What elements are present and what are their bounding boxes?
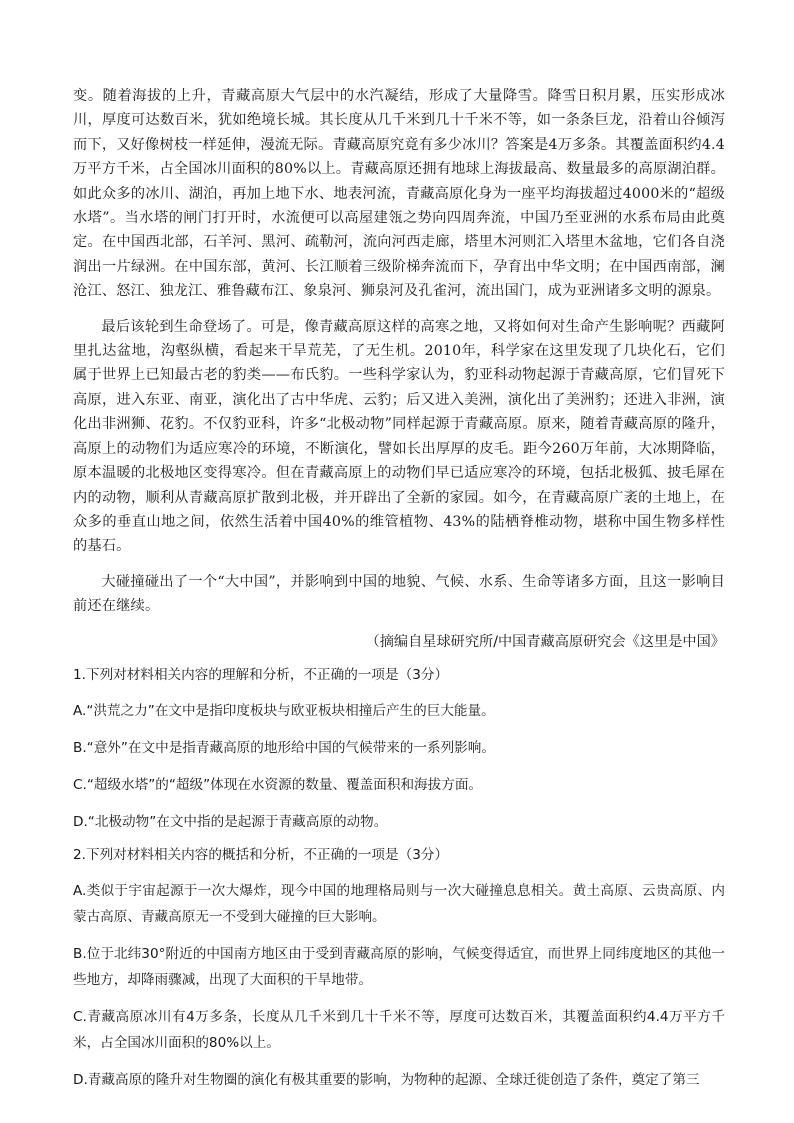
question-2-option-c: C.青藏高原冰川有4万多条，长度从几千米到几十千米不等，厚度可达数百米，其覆盖面积约4.4万平方千米，占全国冰川面积的80%以上。	[73, 1008, 725, 1051]
question-1-option-c: C.“超级水塔”的“超级”体现在水资源的数量、覆盖面积和海拔方面。	[73, 776, 483, 793]
question-2-option-d: D.青藏高原的隆升对生物圈的演化有极其重要的影响，为物种的起源、全球迁徙创造了条件，奠定了第三	[73, 1071, 700, 1088]
question-1-option-b: B.“意外”在文中是指青藏高原的地形给中国的气候带来的一系列影响。	[73, 739, 495, 756]
document-page	[73, 84, 725, 1093]
passage-paragraph-1: 变。随着海拔的上升，青藏高原大气层中的水汽凝结，形成了大量降雪。降雪日积月累，压实形成冰川，厚度可达数百米，犹如绝境长城。其长度从几千米到几十千米不等，如一条条巨龙，沿着山谷倾泻而下，又好像树枝一样延伸，漫流无际。青藏高原究竟有多少冰川？答案是4万多条。其覆盖面积约4.4万平方千米，占全国冰川面积的80%以上。青藏高原还拥有地球上海拔最高、数量最多的高原湖泊群。如此众多的冰川、湖泊，再加上地下水、地表河流，青藏高原化身为一座平均海拔超过4000米的“超级水塔”。当水塔的闸门打开时，水流便可以高屋建瓴之势向四周奔流，中国乃至亚洲的水系布局由此奠定。在中国西北部，石羊河、黑河、疏勒河，流向河西走廊，塔里木河则汇入塔里木盆地，它们各自浇润出一片绿洲。在中国东部，黄河、长江顺着三级阶梯奔流而下，孕育出中华文明；在中国西南部，澜沧江、怒江、独龙江、雅鲁藏布江、象泉河、狮泉河及孔雀河，流出国门，成为亚洲诸多文明的源泉。	[73, 88, 725, 300]
question-1-option-d: D.“北极动物”在文中指的是起源于青藏高原的动物。	[73, 813, 388, 830]
passage-paragraph-2: 最后该轮到生命登场了。可是，像青藏高原这样的高寒之地，又将如何对生命产生影响呢？西藏阿里扎达盆地，沟壑纵横，看起来干旱荒芜，了无生机。2010年，科学家在这里发现了几块化石，它们属于世界上已知最古老的豹类——布氏豹。一些科学家认为，豹亚科动物起源于青藏高原，它们冒死下高原，进入东亚、南亚，演化出了古中华虎、云豹；后又进入美洲，演化出了美洲豹；还进入非洲，演化出非洲狮、花豹。不仅豹亚科，许多“北极动物”同样起源于青藏高原。原来，随着青藏高原的隆升，高原上的动物们为适应寒冷的环境，不断演化，譬如长出厚厚的皮毛。距今260万年前，大冰期降临，原本温暖的北极地区变得寒冷。但在青藏高原上的动物们早已适应寒冷的环境，包括北极狐、披毛犀在内的动物，顺利从青藏高原扩散到北极，并开辟出了全新的家园。如今，在青藏高原广袤的土地上，在众多的垂直山地之间，依然生活着中国40%的维管植物、43%的陆栖脊椎动物，堪称中国生物多样性的基石。	[73, 318, 725, 555]
question-2-stem: 2.下列对材料相关内容的概括和分析，不正确的一项是（3分）	[73, 846, 449, 863]
question-2-option-a: A.类似于宇宙起源于一次大爆炸，现今中国的地理格局则与一次大碰撞息息相关。黄土高原、云贵高原、内蒙古高原、青藏高原无一不受到大碰撞的巨大影响。	[73, 882, 725, 925]
question-2-option-b: B.位于北纬30°附近的中国南方地区由于受到青藏高原的影响，气候变得适宜，而世界上同纬度地区的其他一些地方，却降雨骤减，出现了大面积的干旱地带。	[73, 945, 725, 988]
question-1-stem: 1.下列对材料相关内容的理解和分析，不正确的一项是（3分）	[73, 666, 449, 683]
source-citation: （摘编自星球研究所/中国青藏高原研究会《这里是中国》	[365, 633, 725, 650]
question-1-option-a: A.“洪荒之力”在文中是指印度板块与欧亚板块相撞后产生的巨大能量。	[73, 702, 495, 719]
passage-paragraph-3: 大碰撞碰出了一个“大中国”，并影响到中国的地貌、气候、水系、生命等诸多方面，且这一影响目前还在继续。	[73, 573, 725, 615]
